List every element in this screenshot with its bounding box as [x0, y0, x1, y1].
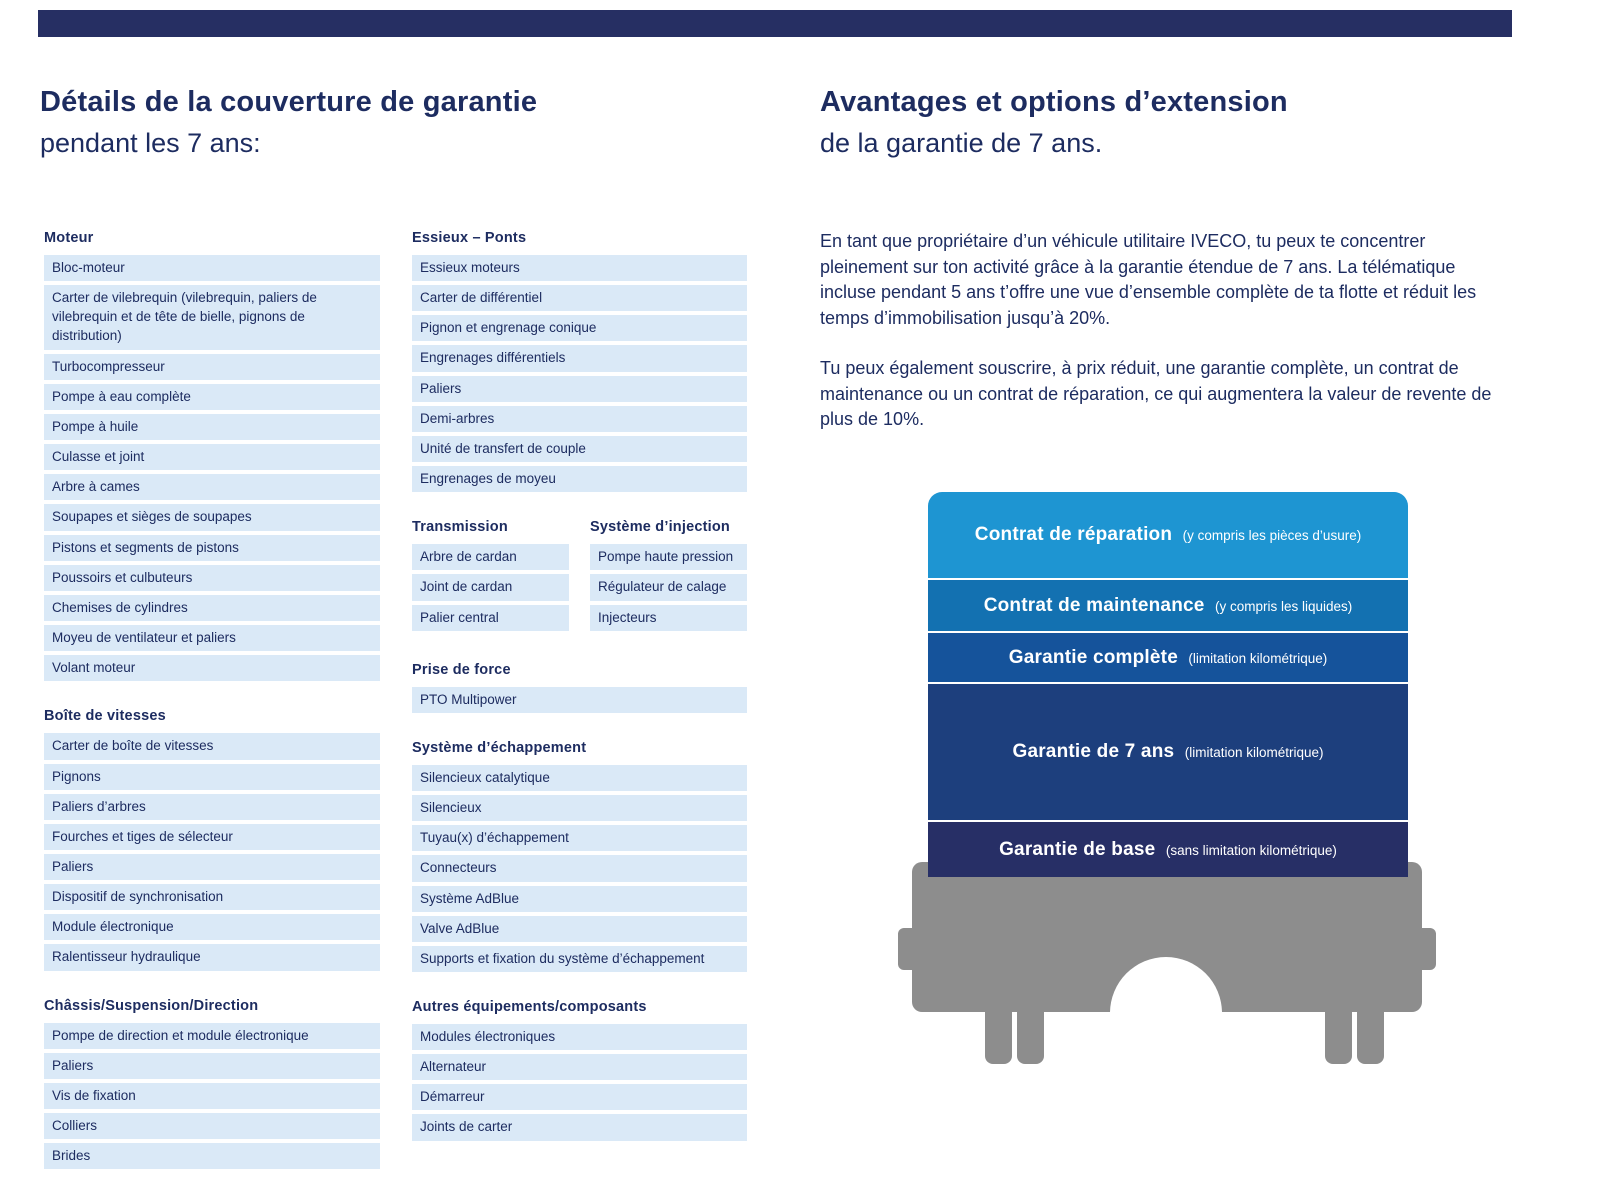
list-item: Joint de cardan — [412, 574, 569, 600]
section-transmission — [412, 519, 569, 634]
intro-text — [820, 229, 1492, 433]
list-item: Silencieux catalytique — [412, 765, 747, 791]
layer-note: (sans limitation kilométrique) — [1165, 842, 1337, 858]
list-item: Régulateur de calage — [590, 574, 747, 600]
list-item: Engrenages de moyeu — [412, 466, 747, 492]
section-items — [412, 687, 747, 713]
list-item: Supports et fixation du système d’échappement — [412, 946, 747, 972]
list-item: Alternateur — [412, 1054, 747, 1080]
section-moteur — [44, 230, 380, 681]
layer-title: Contrat de maintenance — [983, 594, 1205, 616]
list-item: Paliers d’arbres — [44, 794, 380, 820]
list-item: Démarreur — [412, 1084, 747, 1110]
list-item: Dispositif de synchronisation — [44, 884, 380, 910]
section-items — [412, 255, 747, 492]
list-item: Pompe de direction et module électronique — [44, 1023, 380, 1049]
layer-title: Contrat de réparation — [974, 524, 1173, 545]
truck-silhouette — [912, 862, 1422, 1067]
list-item: Culasse et joint — [44, 444, 380, 470]
list-item: Arbre à cames — [44, 474, 380, 500]
layer-note: (limitation kilométrique) — [1184, 745, 1324, 760]
section-items — [412, 1024, 747, 1141]
list-item: Pompe à eau complète — [44, 384, 380, 410]
section-prise-de-force — [412, 662, 747, 713]
section-title: Châssis/Suspension/Direction — [44, 997, 259, 1014]
list-item: Chemises de cylindres — [44, 595, 380, 621]
intro-paragraph: En tant que propriétaire d’un véhicule utilitaire IVECO, tu peux te concentrer pleinement sur ton activité grâce à la garantie étendue de 7 ans. La télématique incluse pendant 5 ans t’offre une vue d’ensemble complète de ta flotte et réduit les temps d’immobilisation jusqu’à 20%. — [820, 231, 1477, 328]
layer-text — [975, 524, 1361, 546]
right-title-sub: de la garantie de 7 ans. — [820, 128, 1103, 158]
section-items — [44, 1023, 380, 1170]
list-item: Colliers — [44, 1113, 380, 1139]
section-essieux-ponts — [412, 230, 747, 492]
list-item: Vis de fixation — [44, 1083, 380, 1109]
list-item: Pompe haute pression — [590, 544, 747, 570]
layer-text — [999, 839, 1337, 861]
list-item: Paliers — [412, 376, 747, 402]
list-item: PTO Multipower — [412, 687, 747, 713]
layer-title: Garantie de 7 ans — [1012, 741, 1175, 762]
section-title: Essieux – Ponts — [412, 230, 527, 246]
section-items — [44, 733, 380, 970]
list-item: Unité de transfert de couple — [412, 436, 747, 462]
warranty-stack-diagram — [928, 492, 1408, 877]
truck-wheel-arch — [1110, 957, 1222, 1012]
top-accent-bar — [38, 10, 1512, 37]
layer-garantie-complete — [928, 633, 1408, 682]
intro-paragraph: Tu peux également souscrire, à prix réduit, une garantie complète, un contrat de maintenance ou un contrat de réparation, ce qui augmentera la valeur de revente de plus de 10%. — [820, 358, 1492, 429]
list-item: Tuyau(x) d’échappement — [412, 825, 747, 851]
section-systeme-injection — [590, 519, 747, 634]
layer-text — [984, 595, 1353, 617]
section-title: Système d’injection — [590, 519, 730, 536]
list-item: Pignon et engrenage conique — [412, 315, 747, 341]
layer-garantie-de-base — [928, 822, 1408, 877]
list-item: Volant moteur — [44, 655, 380, 681]
section-boite-de-vitesses — [44, 708, 380, 970]
layer-contrat-de-maintenance — [928, 580, 1408, 631]
layer-note: (y compris les liquides) — [1215, 598, 1353, 614]
list-item: Valve AdBlue — [412, 916, 747, 942]
list-item: Moyeu de ventilateur et paliers — [44, 625, 380, 651]
list-item: Carter de différentiel — [412, 285, 747, 311]
list-item: Joints de carter — [412, 1114, 747, 1140]
coverage-column-1 — [44, 230, 380, 1196]
list-item: Paliers — [44, 1053, 380, 1079]
layer-note: (y compris les pièces d’usure) — [1182, 528, 1362, 543]
list-item: Palier central — [412, 605, 569, 631]
section-title: Autres équipements/composants — [412, 998, 647, 1015]
section-title: Boîte de vitesses — [44, 708, 166, 725]
section-systeme-echappement — [412, 740, 747, 972]
transmission-injection-pair — [412, 519, 747, 661]
list-item: Paliers — [44, 854, 380, 880]
layer-contrat-de-reparation — [928, 492, 1408, 578]
list-item: Injecteurs — [590, 605, 747, 631]
layer-note: (limitation kilométrique) — [1188, 650, 1328, 666]
list-item: Carter de vilebrequin (vilebrequin, paliers de vilebrequin et de tête de bielle, pignons de distribution) — [44, 285, 380, 349]
right-page-title — [820, 86, 1288, 159]
section-title: Prise de force — [412, 661, 511, 678]
truck-body — [912, 862, 1422, 1012]
list-item: Turbocompresseur — [44, 354, 380, 380]
section-chassis-suspension-direction — [44, 998, 380, 1170]
list-item: Connecteurs — [412, 855, 747, 881]
section-autres-equipements — [412, 999, 747, 1141]
list-item: Demi-arbres — [412, 406, 747, 432]
left-page-title — [40, 86, 537, 159]
list-item: Pistons et segments de pistons — [44, 535, 380, 561]
list-item: Silencieux — [412, 795, 747, 821]
list-item: Poussoirs et culbuteurs — [44, 565, 380, 591]
list-item: Modules électroniques — [412, 1024, 747, 1050]
list-item: Bloc-moteur — [44, 255, 380, 281]
section-items — [590, 544, 747, 630]
list-item: Soupapes et sièges de soupapes — [44, 504, 380, 530]
section-title: Moteur — [44, 230, 94, 246]
left-title-bold: Détails de la couverture de garantie — [40, 86, 538, 118]
layer-text — [1012, 741, 1323, 763]
section-items — [412, 544, 569, 630]
layer-title: Garantie complète — [1008, 646, 1178, 668]
section-items — [412, 765, 747, 972]
right-title-bold: Avantages et options d’extension — [820, 86, 1288, 118]
list-item: Arbre de cardan — [412, 544, 569, 570]
list-item: Ralentisseur hydraulique — [44, 944, 380, 970]
list-item: Carter de boîte de vitesses — [44, 733, 380, 759]
section-title: Transmission — [412, 519, 508, 536]
list-item: Pompe à huile — [44, 414, 380, 440]
left-title-sub: pendant les 7 ans: — [40, 128, 261, 158]
layer-text — [1009, 647, 1327, 669]
list-item: Module électronique — [44, 914, 380, 940]
list-item: Système AdBlue — [412, 886, 747, 912]
list-item: Brides — [44, 1143, 380, 1169]
section-title: Système d’échappement — [412, 739, 587, 756]
section-items — [44, 255, 380, 681]
list-item: Fourches et tiges de sélecteur — [44, 824, 380, 850]
list-item: Pignons — [44, 764, 380, 790]
list-item: Engrenages différentiels — [412, 345, 747, 371]
layer-garantie-7-ans — [928, 684, 1408, 820]
coverage-column-2 — [412, 230, 747, 1168]
list-item: Essieux moteurs — [412, 255, 747, 281]
layer-title: Garantie de base — [999, 838, 1156, 860]
